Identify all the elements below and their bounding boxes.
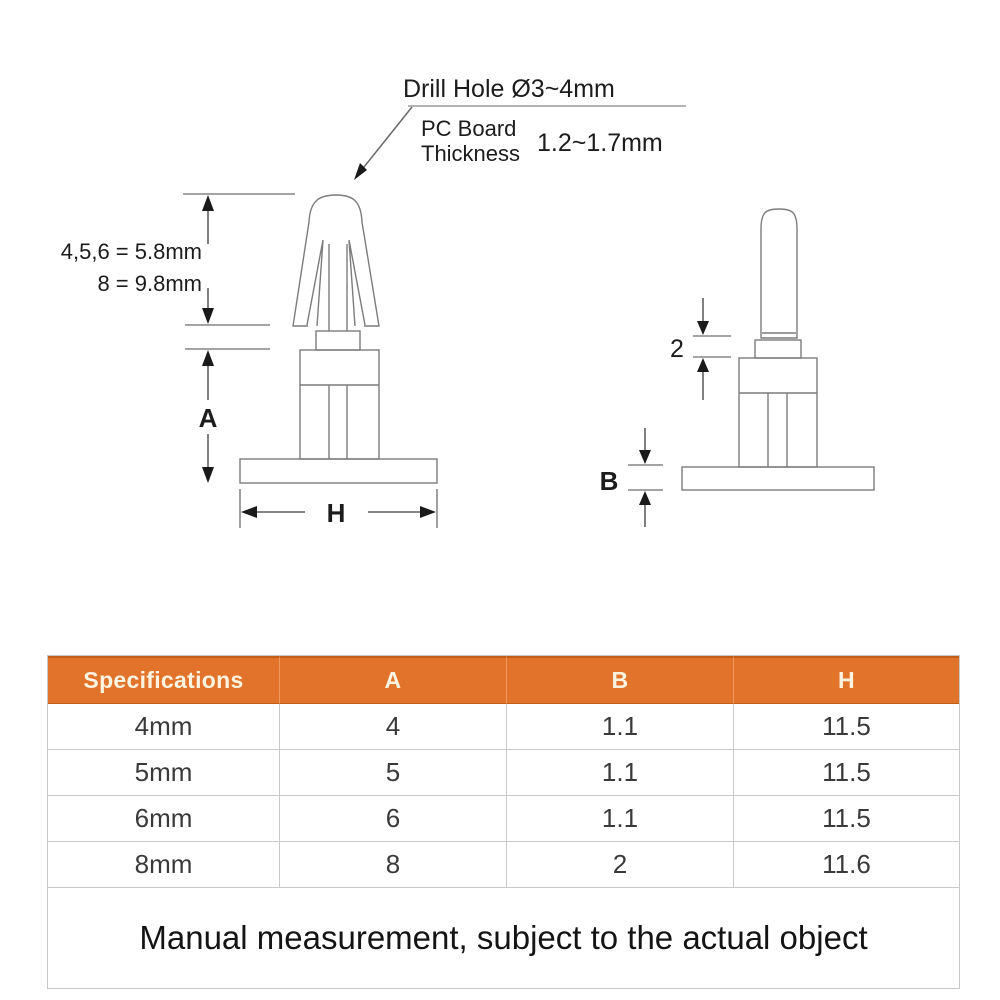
b-cell: 1.1 [506,750,733,796]
column-header-specifications: Specifications [48,656,279,704]
arrow-down-icon [697,321,709,335]
pc-board-line1: PC Board [421,116,517,141]
side-view-dimensions [628,298,731,527]
neck [755,340,801,358]
spec-cell: 4mm [48,704,279,750]
pin-outline [761,209,797,338]
base-plate [240,459,437,483]
drill-hole-label: Drill Hole Ø3~4mm [403,75,615,103]
clip-outline [293,195,379,326]
clip-height-line1: 4,5,6 = 5.8mm [60,239,202,264]
a-cell: 6 [279,796,506,842]
h-cell: 11.5 [733,704,959,750]
column-header-a: A [279,656,506,704]
arrow-down-icon [202,467,214,483]
h-cell: 11.5 [733,796,959,842]
body [739,358,817,467]
measurement-disclaimer: Manual measurement, subject to the actual object [48,888,959,988]
spec-cell: 5mm [48,750,279,796]
dim-h-label: H [326,498,346,528]
clip-height-line2: 8 = 9.8mm [97,271,202,296]
dim-b-label: B [599,466,619,496]
b-cell: 1.1 [506,704,733,750]
h-cell: 11.6 [733,842,959,888]
pc-board-callout [421,116,663,166]
front-view-dimensions [183,194,437,528]
arrow-right-icon [420,506,436,518]
front-view-drawing [240,195,437,483]
base-plate [682,467,874,490]
a-cell: 8 [279,842,506,888]
spec-cell: 8mm [48,842,279,888]
dim-a-label: A [198,403,218,433]
body [300,350,379,459]
arrow-up-icon [202,195,214,211]
side-view-drawing [682,209,874,490]
b-cell: 2 [506,842,733,888]
dim-2-label: 2 [670,335,684,363]
spec-table [47,655,960,989]
spec-cell: 6mm [48,796,279,842]
pc-board-line2: Thickness [421,141,521,166]
board-thickness-value: 1.2~1.7mm [537,129,663,157]
arrow-up-icon [697,358,709,372]
column-header-b: B [506,656,733,704]
arrow-left-icon [241,506,257,518]
clip-slot-left [307,240,323,326]
arrow-down-icon [202,308,214,324]
arrow-up-icon [202,350,214,366]
a-cell: 5 [279,750,506,796]
a-cell: 4 [279,704,506,750]
column-header-h: H [733,656,959,704]
arrow-down-icon [639,450,651,464]
leader-line [360,107,412,172]
neck [316,331,360,350]
clip-slot-right [349,240,365,326]
arrow-up-icon [639,491,651,505]
b-cell: 1.1 [506,796,733,842]
h-cell: 11.5 [733,750,959,796]
